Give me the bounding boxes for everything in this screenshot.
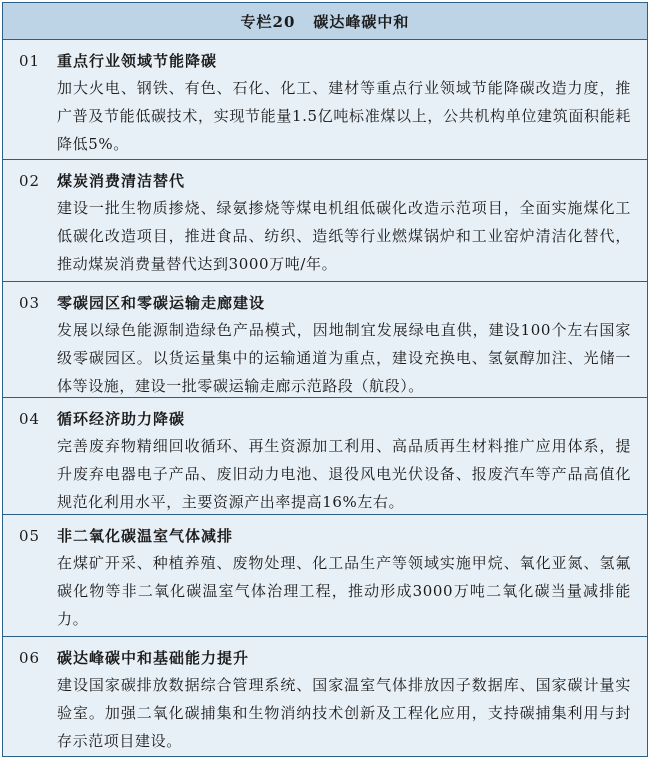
list-item: [3, 637, 647, 755]
item-number: 04: [19, 410, 41, 428]
column-box: [2, 2, 648, 757]
item-title: 煤炭消费清洁替代: [57, 172, 186, 190]
column-title: 碳达峰碳中和: [313, 12, 410, 31]
item-text: 建设一批生物质掺烧、绿氨掺烧等煤电机组低碳化改造示范项目，全面实施煤化工低碳化改造项目，推进食品、纺织、造纸等行业燃煤锅炉和工业窑炉清洁化替代，推动煤炭消费量替代达到3000万吨/年。: [57, 199, 631, 273]
list-item: [3, 515, 647, 637]
item-title: 零碳园区和零碳运输走廊建设: [57, 294, 266, 312]
item-number: 01: [19, 52, 41, 70]
item-title: 循环经济助力降碳: [57, 410, 186, 428]
item-title: 重点行业领域节能降碳: [57, 52, 218, 70]
list-item: [3, 398, 647, 515]
item-number: 03: [19, 294, 41, 312]
item-text: 发展以绿色能源制造绿色产品模式，因地制宜发展绿电直供，建设100个左右国家级零碳园区。以货运量集中的运输通道为重点，建设充换电、氢氨醇加注、光储一体等设施，建设一批零碳运输走廊示范路段（航段）。: [57, 321, 631, 395]
item-text: 加大火电、钢铁、有色、石化、化工、建材等重点行业领域节能降碳改造力度，推广普及节能低碳技术，实现节能量1.5亿吨标准煤以上，公共机构单位建筑面积能耗降低5%。: [57, 79, 631, 153]
item-title: 非二氧化碳温室气体减排: [57, 527, 234, 545]
item-text: 完善废弃物精细回收循环、再生资源加工利用、高品质再生材料推广应用体系，提升废弃电器电子产品、废旧动力电池、退役风电光伏设备、报废汽车等产品高值化规范化利用水平，主要资源产出率提高16%左右。: [57, 437, 631, 511]
list-item: [3, 40, 647, 160]
item-number: 06: [19, 649, 41, 667]
list-item: [3, 160, 647, 282]
item-title: 碳达峰碳中和基础能力提升: [57, 649, 250, 667]
item-text: 建设国家碳排放数据综合管理系统、国家温室气体排放因子数据库、国家碳计量实验室。加强二氧化碳捕集和生物消纳技术创新及工程化应用，支持碳捕集利用与封存示范项目建设。: [57, 676, 631, 750]
item-number: 05: [19, 527, 41, 545]
column-label: 专栏20: [240, 12, 296, 31]
column-title-bar: [3, 3, 647, 40]
item-text: 在煤矿开采、种植养殖、废物处理、化工品生产等领域实施甲烷、氧化亚氮、氢氟碳化物等非二氧化碳温室气体治理工程，推动形成3000万吨二氧化碳当量减排能力。: [57, 554, 631, 628]
list-item: [3, 282, 647, 398]
item-number: 02: [19, 172, 41, 190]
